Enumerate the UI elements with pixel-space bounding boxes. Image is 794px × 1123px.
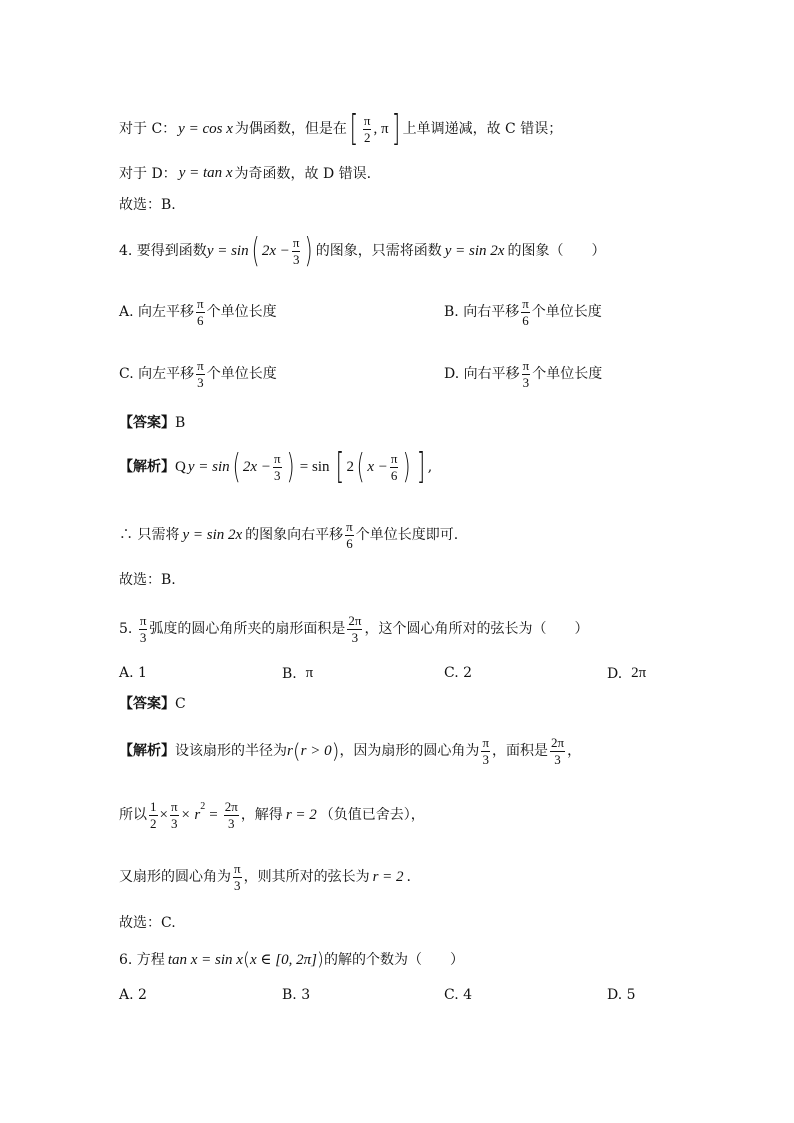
math-expression: x ∈ [0, 2π]: [249, 951, 317, 968]
option-value: 2: [138, 987, 147, 1003]
fraction: [170, 800, 179, 830]
text: 所以: [119, 807, 147, 824]
option-text: 向左平移: [138, 366, 195, 383]
denominator: 3: [522, 374, 530, 390]
answer-tag: 【答案】: [119, 696, 175, 712]
fraction: [390, 452, 399, 482]
denominator: 3: [139, 629, 147, 645]
option-value: 2: [463, 665, 473, 681]
option-c[interactable]: [119, 359, 277, 389]
math-expression: 2x −: [261, 242, 290, 259]
explanation-tag: 【解析】: [119, 459, 175, 476]
text: 为偶函数，但是在: [234, 121, 347, 138]
answer-value: B: [175, 415, 186, 431]
question-text: 6. 方程: [119, 952, 165, 968]
math-expression: =: [209, 806, 218, 823]
denominator: 2: [150, 815, 157, 831]
right-paren: ): [316, 949, 324, 970]
numerator: π: [390, 451, 398, 466]
option-a[interactable]: [119, 666, 147, 680]
text: 为奇函数，故 D 错误.: [234, 165, 372, 182]
option-c[interactable]: [444, 988, 472, 1002]
selection-5: [119, 916, 176, 930]
numerator: π: [197, 296, 204, 311]
left-paren: (: [242, 949, 250, 970]
explanation-5-step: [119, 800, 425, 830]
text: 故选：B.: [119, 197, 176, 213]
numerator: π: [170, 799, 178, 814]
option-d[interactable]: [607, 988, 636, 1002]
fraction: [345, 520, 354, 550]
text: ,: [427, 459, 433, 476]
option-value: 5: [626, 987, 636, 1003]
fraction: [550, 736, 565, 766]
right-paren: ): [305, 230, 314, 271]
denominator: 3: [197, 374, 204, 390]
numerator: π: [234, 861, 241, 876]
option-d[interactable]: [607, 666, 646, 681]
numerator: π: [522, 358, 530, 373]
option-text: 个单位长度: [206, 304, 277, 321]
numerator: 2π: [348, 613, 362, 628]
option-value: 3: [301, 987, 311, 1003]
text: ∴ 只需将: [119, 527, 180, 544]
denominator: 3: [554, 751, 561, 767]
fraction: [521, 297, 530, 327]
math-expression: r = 2: [372, 868, 404, 885]
math-expression: y = sin: [206, 242, 249, 259]
option-d[interactable]: [444, 359, 602, 389]
text: 的图象，只需将函数: [315, 243, 442, 260]
fraction: [522, 359, 531, 389]
option-text: 个单位长度: [531, 304, 602, 321]
math-expression: r = 2: [285, 806, 317, 823]
denominator: 3: [228, 815, 235, 831]
denominator: 3: [171, 815, 178, 831]
option-text: 向右平移: [463, 304, 520, 321]
question-text: 4. 要得到函数: [119, 243, 207, 260]
explanation-4: [119, 445, 433, 487]
text: 故选：B.: [119, 572, 176, 588]
math-expression: y = sin 2x: [182, 526, 243, 543]
text: 设该扇形的半径为: [175, 743, 287, 760]
text: ，: [567, 743, 582, 760]
denominator: 3: [482, 751, 489, 767]
math-expression: = sin: [299, 458, 330, 475]
question-5: [119, 614, 588, 644]
option-value: 4: [463, 987, 473, 1003]
denominator: 3: [292, 251, 300, 267]
fraction: [196, 359, 205, 389]
right-paren: ): [403, 446, 412, 487]
text: 又扇形的圆心角为: [119, 869, 231, 886]
right-paren: ): [331, 739, 340, 764]
option-label: C.: [119, 366, 134, 383]
text: 个单位长度即可.: [355, 527, 459, 544]
denominator: 3: [234, 877, 241, 893]
exponent: 2: [200, 801, 206, 812]
option-label: B.: [444, 304, 459, 321]
answer-4: [119, 416, 185, 430]
left-paren: (: [292, 739, 301, 764]
denominator: 3: [351, 629, 359, 645]
option-b[interactable]: [282, 666, 313, 681]
text: ，则其所对的弦长为: [243, 869, 370, 886]
numerator: π: [482, 735, 490, 750]
math-expression: r > 0: [300, 742, 332, 759]
explanation-tag: 【解析】: [119, 743, 175, 760]
left-bracket: [: [349, 107, 359, 149]
right-paren: ): [286, 446, 295, 487]
case-c-line: [119, 107, 563, 149]
question-text: 弧度的圆心角所夹的扇形面积是: [149, 621, 346, 638]
fraction: [233, 862, 242, 892]
denominator: 6: [522, 312, 529, 328]
math-expression: y = sin 2x: [444, 242, 505, 259]
numerator: π: [522, 296, 529, 311]
selection-line: [119, 198, 176, 212]
fraction: [273, 452, 282, 482]
text: ，面积是: [492, 743, 549, 760]
text: （负值已舍去），: [319, 807, 425, 824]
fraction: [149, 800, 158, 830]
option-label: B.: [282, 987, 297, 1003]
option-label: C.: [444, 665, 459, 681]
text: ，因为扇形的圆心角为: [339, 743, 480, 760]
numerator: π: [273, 451, 281, 466]
math-expression: × r: [180, 806, 201, 823]
option-value: 2π: [631, 665, 647, 681]
numerator: π: [363, 113, 371, 128]
option-text: 向右平移: [463, 366, 520, 383]
denominator: 6: [390, 467, 398, 483]
option-text: 向左平移: [138, 304, 195, 321]
text: 的图象（ ）: [507, 243, 606, 260]
numerator: π: [139, 613, 147, 628]
text: 上单调递减，故 C 错误；: [402, 121, 563, 138]
selection-4: [119, 573, 176, 587]
option-label: C.: [444, 987, 459, 1003]
math-expression: r: [287, 742, 293, 759]
numerator: π: [346, 519, 353, 534]
left-paren: (: [356, 446, 365, 487]
fraction: [347, 614, 362, 644]
case-d-line: [119, 166, 371, 181]
denominator: 2: [363, 129, 371, 145]
text: 故选：C.: [119, 915, 176, 931]
explanation-4-conclusion: [119, 520, 458, 550]
denominator: 3: [273, 467, 281, 483]
option-label: D.: [607, 665, 623, 682]
option-label: B.: [282, 665, 297, 682]
question-text: 的解的个数为（ ）: [323, 952, 464, 968]
math-expression: , π: [373, 120, 389, 137]
option-a[interactable]: [119, 988, 147, 1002]
question-4: [119, 230, 606, 271]
option-c[interactable]: [444, 666, 472, 680]
left-bracket: [: [335, 445, 344, 487]
math-expression: ×: [159, 806, 168, 823]
answer-tag: 【答案】: [119, 415, 175, 431]
math-expression: tan x = sin x: [167, 951, 243, 968]
explanation-5: [119, 736, 581, 766]
option-label: D.: [444, 366, 460, 383]
left-paren: (: [251, 230, 260, 271]
right-bracket: ]: [391, 107, 400, 149]
denominator: 6: [197, 312, 204, 328]
fraction: [196, 297, 205, 327]
math-expression: y = sin: [187, 458, 230, 475]
option-value: 1: [138, 665, 147, 681]
math-expression: 2x −: [242, 458, 271, 475]
fraction: [224, 800, 239, 830]
text: .: [406, 869, 411, 886]
option-label: A.: [119, 304, 134, 321]
math-expression: y = tan x: [178, 165, 233, 181]
answer-5: [119, 697, 186, 711]
numerator: 1: [150, 799, 157, 814]
explanation-5-conclusion: [119, 862, 411, 892]
fraction: [363, 114, 372, 144]
text: 的图象向右平移: [245, 527, 344, 544]
math-expression: 2: [346, 458, 355, 475]
option-label: A.: [119, 665, 134, 681]
numerator: 2π: [551, 735, 565, 750]
text: 对于 D：: [119, 165, 177, 182]
numerator: π: [292, 235, 300, 250]
option-b[interactable]: [282, 988, 310, 1002]
question-6: [119, 951, 464, 969]
left-paren: (: [232, 446, 241, 487]
fraction: [139, 614, 148, 644]
option-value: π: [305, 665, 314, 681]
numerator: 2π: [224, 799, 238, 814]
right-bracket: ]: [416, 445, 425, 487]
fraction: [292, 236, 301, 266]
math-expression: y = cos x: [178, 120, 233, 137]
option-text: 个单位长度: [532, 366, 603, 383]
option-label: A.: [119, 987, 134, 1003]
option-b[interactable]: [444, 297, 602, 327]
math-expression: x −: [367, 458, 388, 475]
denominator: 6: [346, 535, 353, 551]
option-label: D.: [607, 987, 623, 1003]
because-symbol: Q: [175, 458, 186, 475]
numerator: π: [197, 358, 204, 373]
question-text: ，这个圆心角所对的弦长为（ ）: [364, 621, 589, 638]
fraction: [481, 736, 490, 766]
question-number: 5.: [119, 621, 133, 638]
option-text: 个单位长度: [206, 366, 277, 383]
text: 对于 C：: [119, 121, 177, 138]
text: ，解得: [240, 807, 283, 824]
option-a[interactable]: [119, 297, 277, 327]
answer-value: C: [175, 696, 186, 712]
